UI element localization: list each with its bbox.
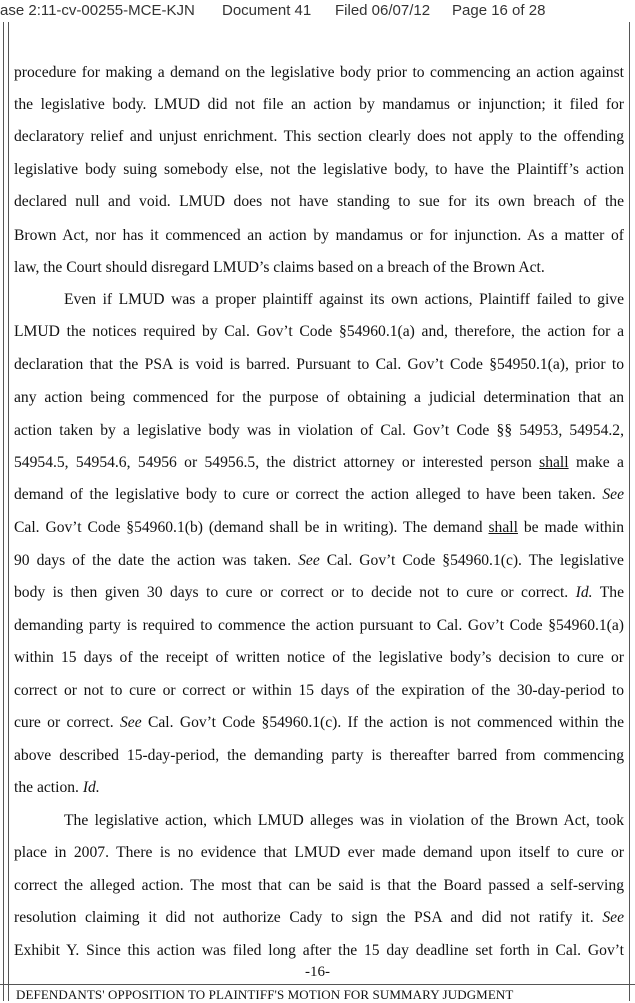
text-line: 90 days of the date the action was taken. See Cal. Gov’t Code §54960.1(c). The legislative — [14, 552, 624, 569]
text-line: law, the Court should disregard LMUD’s claims based on a breach of the Brown Act. — [14, 259, 545, 276]
text-line: the action. Id. — [14, 779, 100, 796]
text-line: demanding party is required to commence the action pursuant to Cal. Gov’t Code §54960.1(a) — [14, 617, 624, 634]
text-line: correct or not to cure or correct or within 15 days of the expiration of the 30-day-period to — [14, 682, 624, 699]
text-line: body is then given 30 days to cure or correct or to decide not to cure or correct. Id. The — [14, 584, 624, 601]
text-line: Cal. Gov’t Code §54960.1(b) (demand shall be in writing). The demand shall be made within — [14, 519, 624, 536]
footer-rule — [0, 984, 635, 985]
citation-signal: Id. — [575, 584, 593, 601]
text-line: within 15 days of the receipt of written notice of the legislative body’s decision to cure or — [14, 649, 624, 666]
citation-signal: See — [298, 552, 320, 569]
footer-caption: DEFENDANTS' OPPOSITION TO PLAINTIFF'S MOTION FOR SUMMARY JUDGMENT — [16, 987, 514, 1002]
emphasis-shall: shall — [539, 454, 569, 471]
text-line: Even if LMUD was a proper plaintiff against its own actions, Plaintiff failed to give — [64, 291, 624, 308]
text-line: Brown Act, nor has it commenced an action by mandamus or for injunction. As a matter of — [14, 227, 624, 244]
text-line: the legislative body. LMUD did not file an action by mandamus or injunction; it filed for — [14, 96, 624, 113]
right-margin-rule — [629, 22, 630, 1001]
filed-date: Filed 06/07/12 — [335, 2, 431, 19]
citation-signal: Id. — [82, 779, 100, 796]
citation-signal: See — [602, 909, 624, 926]
left-margin-rule-inner — [8, 22, 9, 1001]
text-line: action taken by a legislative body was in violation of Cal. Gov’t Code §§ 54953, 54954.2, — [14, 422, 624, 439]
text-line: LMUD the notices required by Cal. Gov’t Code §54960.1(a) and, therefore, the action for a — [14, 323, 624, 340]
text-line: 54954.5, 54954.6, 54956 or 54956.5, the district attorney or interested person shall make a — [14, 454, 624, 471]
text-line: declaration that the PSA is void is barred. Pursuant to Cal. Gov’t Code §54950.1(a), prior to — [14, 356, 624, 373]
citation-signal: See — [120, 714, 142, 731]
text-line: The legislative action, which LMUD alleges was in violation of the Brown Act, took — [64, 812, 624, 829]
page-indicator: Page 16 of 28 — [452, 2, 546, 19]
page-number: -16- — [305, 964, 330, 980]
text-line: declared null and void. LMUD does not have standing to sue for its own breach of the — [14, 193, 624, 210]
text-line: any action being commenced for the purpose of obtaining a judicial determination that an — [14, 389, 624, 406]
document-number: Document 41 — [222, 2, 312, 19]
case-number: ase 2:11-cv-00255-MCE-KJN — [0, 2, 195, 19]
left-margin-rule — [3, 22, 4, 1001]
text-line: legislative body suing somebody else, not the legislative body, to have the Plaintiff’s action — [14, 161, 624, 178]
emphasis-shall: shall — [488, 519, 518, 536]
text-line: demand of the legislative body to cure or correct the action alleged to have been taken. See — [14, 486, 624, 503]
text-line: place in 2007. There is no evidence that LMUD ever made demand upon itself to cure or — [14, 844, 624, 861]
text-line: resolution claiming it did not authorize Cady to sign the PSA and did not ratify it. See — [14, 909, 624, 926]
text-line: procedure for making a demand on the legislative body prior to commencing an action against — [14, 64, 624, 81]
text-line: Exhibit Y. Since this action was filed long after the 15 day deadline set forth in Cal. Gov’t — [14, 942, 624, 959]
text-line: above described 15-day-period, the demanding party is thereafter barred from commencing — [14, 747, 624, 764]
text-line: cure or correct. See Cal. Gov’t Code §54960.1(c). If the action is not commenced within the — [14, 714, 624, 731]
text-line: correct the alleged action. The most that can be said is that the Board passed a self-serving — [14, 877, 624, 894]
ecf-header — [0, 0, 635, 22]
citation-signal: See — [602, 486, 624, 503]
text-line: declaratory relief and unjust enrichment. This section clearly does not apply to the offending — [14, 128, 624, 145]
